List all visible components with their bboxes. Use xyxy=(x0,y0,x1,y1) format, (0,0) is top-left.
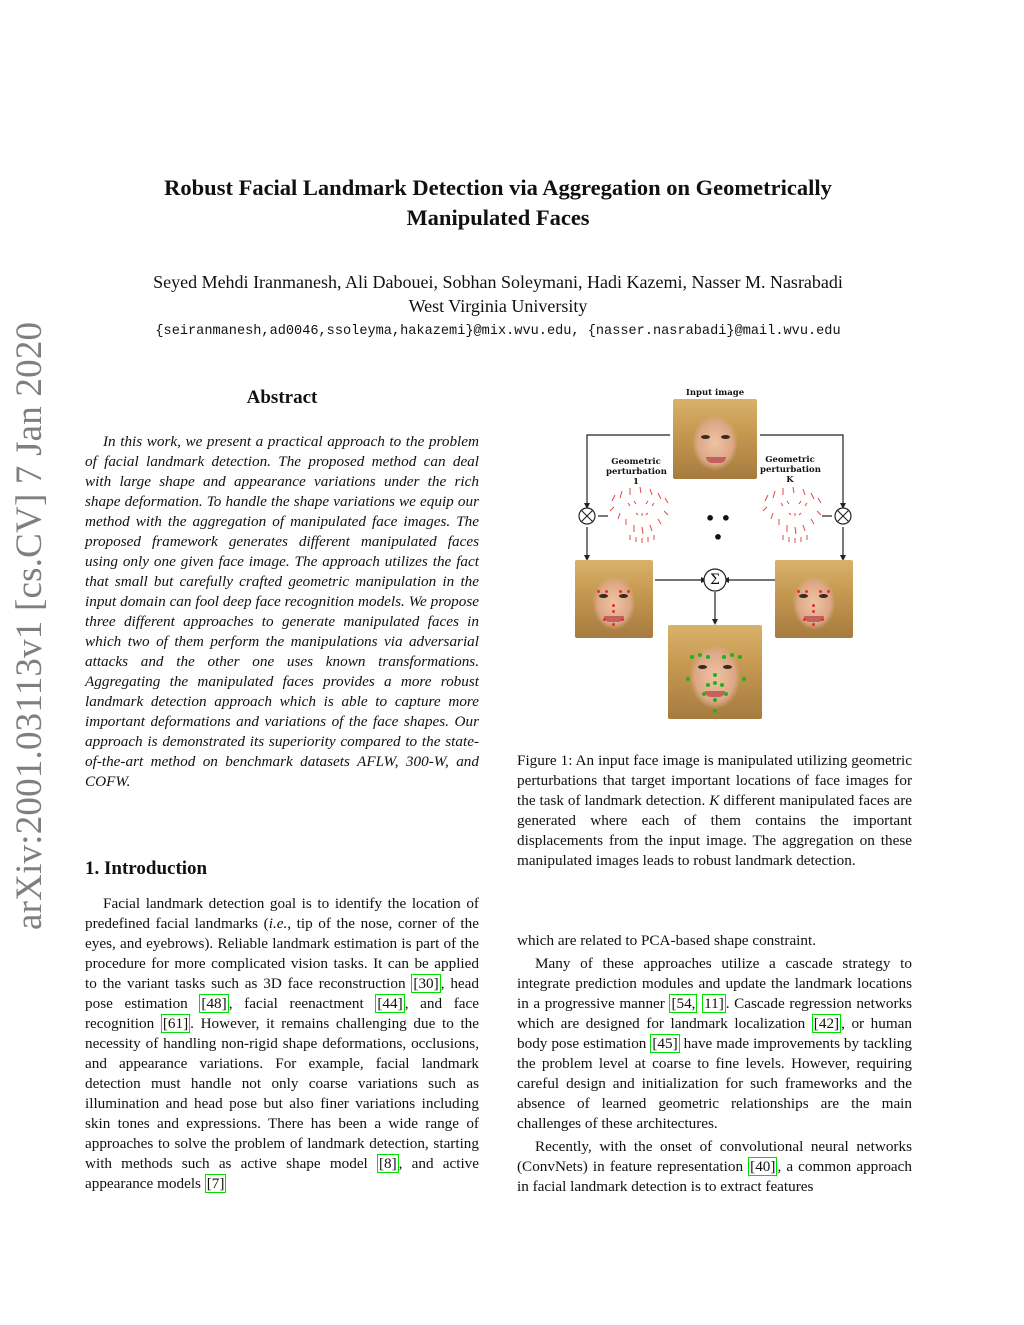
abstract-heading: Abstract xyxy=(246,387,318,408)
landmark-point xyxy=(713,698,717,702)
perturbation-field-k xyxy=(763,487,821,543)
introduction-paragraph-3 xyxy=(517,954,912,1134)
eye-right xyxy=(723,665,732,669)
label-line: Geometric xyxy=(611,457,661,467)
text-run: , and face recognition xyxy=(85,995,479,1032)
text-run: Recently, with the onset of convolutional neural networks (ConvNets) in feature representation xyxy=(517,1138,912,1175)
landmark-point xyxy=(686,677,690,681)
citation-link[interactable]: [7] xyxy=(206,1175,225,1192)
text-run: . However, it remains challenging due to the necessity of handling non-rigid shape deformations, occlusions, and appearance variations. For example, facial landmark detection must handle not only coarse variations such as illumination and head pose but also finer variations including skin tones and expressions. There has been a wide range of approaches to solve the problem of landmark detection, starting with methods such as active shape model xyxy=(85,1015,480,1172)
figure-1 xyxy=(570,385,860,720)
introduction-paragraph-1 xyxy=(85,894,479,1194)
text-run: . Cascade regression networks which are designed for landmark localization xyxy=(517,995,913,1032)
caption-variable: K xyxy=(709,792,720,809)
landmark-point xyxy=(720,683,724,687)
manipulated-face-1-image xyxy=(575,560,653,638)
caption-text: different manipulated faces are generated where each of them contains the important displacements from the input image. The aggregation on these manipulated images leads to robust landmark detection. xyxy=(517,792,913,869)
perturbation-field-1 xyxy=(610,487,668,543)
landmark-point xyxy=(812,623,815,626)
citation-link[interactable]: [61] xyxy=(162,1015,189,1032)
label-line: 1 xyxy=(633,477,639,487)
text-run: , a common approach in facial landmark detection is to extract features xyxy=(517,1158,913,1195)
citation-link[interactable]: [48] xyxy=(201,995,227,1012)
landmark-point xyxy=(742,677,746,681)
caption-text: Figure 1: An input face image is manipulated utilizing geometric perturbations that target important locations of face images for the task of landmark detection. xyxy=(517,752,912,809)
landmark-point xyxy=(621,618,624,621)
landmark-point xyxy=(812,604,815,607)
abstract-text: In this work, we present a practical approach to the problem of facial landmark detection. The proposed method can deal with large shape and appearance variations under the rich shape deformation. To handle the shape variations we equip our method with the aggregation of manipulated face images. The proposed framework generates different manipulated faces using only one given face image. The approach utilizes the fact that small but carefully crafted geometric manipulation in the input domain can fool deep face recognition models. We propose three different approaches to generate manipulated faces in which two of them perform the manipulations via adversarial attacks and the other one uses known transformations. Aggregating the manipulated faces provides a more robust landmark detection approach which is able to capture more important deformations and variations of the face shapes. Our approach is demonstrated its superiority compared to the state-of-the-art method on benchmark datasets AFLW, 300-W, and COFW. xyxy=(85,433,479,790)
text-run-italic: i.e. xyxy=(268,915,288,932)
label-line: perturbation xyxy=(760,465,821,475)
landmark-point xyxy=(597,590,600,593)
eye-left xyxy=(698,665,707,669)
introduction-right-column xyxy=(517,931,912,1197)
eye-left xyxy=(799,594,808,598)
landmark-point xyxy=(713,673,717,677)
landmark-point xyxy=(803,618,806,621)
landmark-point xyxy=(627,590,630,593)
eye-left xyxy=(599,594,608,598)
citation-link[interactable]: [30] xyxy=(413,975,439,992)
landmark-point xyxy=(690,655,694,659)
citation-link[interactable]: [8] xyxy=(378,1155,397,1172)
author-block xyxy=(90,270,906,318)
landmark-point xyxy=(713,709,717,713)
landmark-point xyxy=(706,655,710,659)
landmark-point xyxy=(702,692,706,696)
landmark-point xyxy=(812,610,815,613)
sum-symbol: Σ xyxy=(710,572,720,588)
citation-link[interactable]: [42] xyxy=(813,1015,840,1032)
text-run: Many of these approaches utilize a cascade strategy to integrate prediction modules and update the landmark locations in a progressive manner xyxy=(517,955,912,1012)
author-list: Seyed Mehdi Iranmanesh, Ali Dabouei, Sobhan Soleymani, Hadi Kazemi, Nasser M. Nasrabadi xyxy=(153,272,843,292)
landmark-point xyxy=(819,590,822,593)
paper-title-line-1: Robust Facial Landmark Detection via Aggregation on Geometrically xyxy=(164,175,832,200)
text-run: have made improvements by tackling the problem level at coarse to fine levels. However, requiring careful design and initialization for such frameworks and the absence of learned geometric relationships are the main challenges of these architectures. xyxy=(517,1035,912,1132)
text-run: , head pose estimation xyxy=(85,975,479,1012)
landmark-point xyxy=(605,590,608,593)
landmark-point xyxy=(612,604,615,607)
label-line: Geometric xyxy=(765,455,815,465)
landmark-point xyxy=(603,618,606,621)
landmark-point xyxy=(698,653,702,657)
landmark-point xyxy=(619,590,622,593)
mouth xyxy=(705,691,725,697)
landmark-point xyxy=(797,590,800,593)
eye-right xyxy=(619,594,628,598)
citation-link[interactable]: [54, xyxy=(671,995,696,1012)
text-run: , or human body pose estimation xyxy=(517,1015,912,1052)
label-line: perturbation xyxy=(606,467,667,477)
text-run: , facial reenactment xyxy=(228,995,376,1012)
landmark-point xyxy=(612,623,615,626)
paper-title-line-2: Manipulated Faces xyxy=(406,205,590,230)
author-emails: {seiranmanesh,ad0046,ssoleyma,hakazemi}@mix.wvu.edu, {nasser.nasrabadi}@mail.wvu.edu xyxy=(155,324,841,339)
text-run: , and active appearance models xyxy=(85,1155,479,1192)
introduction-paragraph-4 xyxy=(517,1137,912,1197)
introduction-heading: 1. Introduction xyxy=(85,858,208,879)
landmark-point xyxy=(612,610,615,613)
manipulated-face-k-image xyxy=(775,560,853,638)
citation-link[interactable]: [44] xyxy=(377,995,403,1012)
landmark-point xyxy=(805,590,808,593)
arxiv-identifier: arXiv:2001.03113v1 [cs.CV] 7 Jan 2020 xyxy=(9,321,50,930)
introduction-left-column xyxy=(85,894,479,1194)
text-run: Facial landmark detection goal is to identify the location of predefined facial landmarks ( xyxy=(85,895,479,932)
citation-link[interactable]: 11] xyxy=(704,995,724,1012)
landmark-point xyxy=(722,655,726,659)
citation-link[interactable]: [45] xyxy=(652,1035,678,1052)
introduction-paragraph-2: which are related to PCA-based shape constraint. xyxy=(517,932,817,949)
input-image-label: Input image xyxy=(685,388,745,398)
citation-link[interactable]: [40] xyxy=(750,1158,776,1175)
landmark-point xyxy=(706,683,710,687)
landmark-point xyxy=(724,692,728,696)
ellipsis: • • • xyxy=(704,509,732,547)
landmark-point xyxy=(827,590,830,593)
text-run: , tip of the nose, corner of the eyes, and eyebrows). Reliable landmark estimation is part of the procedure for more complicated vision tasks. It can be applied to the variant tasks such as 3D face reconstruction xyxy=(85,915,479,992)
landmark-point xyxy=(730,653,734,657)
landmark-point xyxy=(713,681,717,685)
paper-title xyxy=(90,173,906,233)
landmark-point xyxy=(821,618,824,621)
output-landmark-face-image xyxy=(668,625,762,719)
affiliation: West Virginia University xyxy=(408,296,588,316)
label-line: K xyxy=(786,475,794,485)
eye-right xyxy=(819,594,828,598)
figure-1-caption xyxy=(517,751,912,871)
landmark-point xyxy=(738,655,742,659)
